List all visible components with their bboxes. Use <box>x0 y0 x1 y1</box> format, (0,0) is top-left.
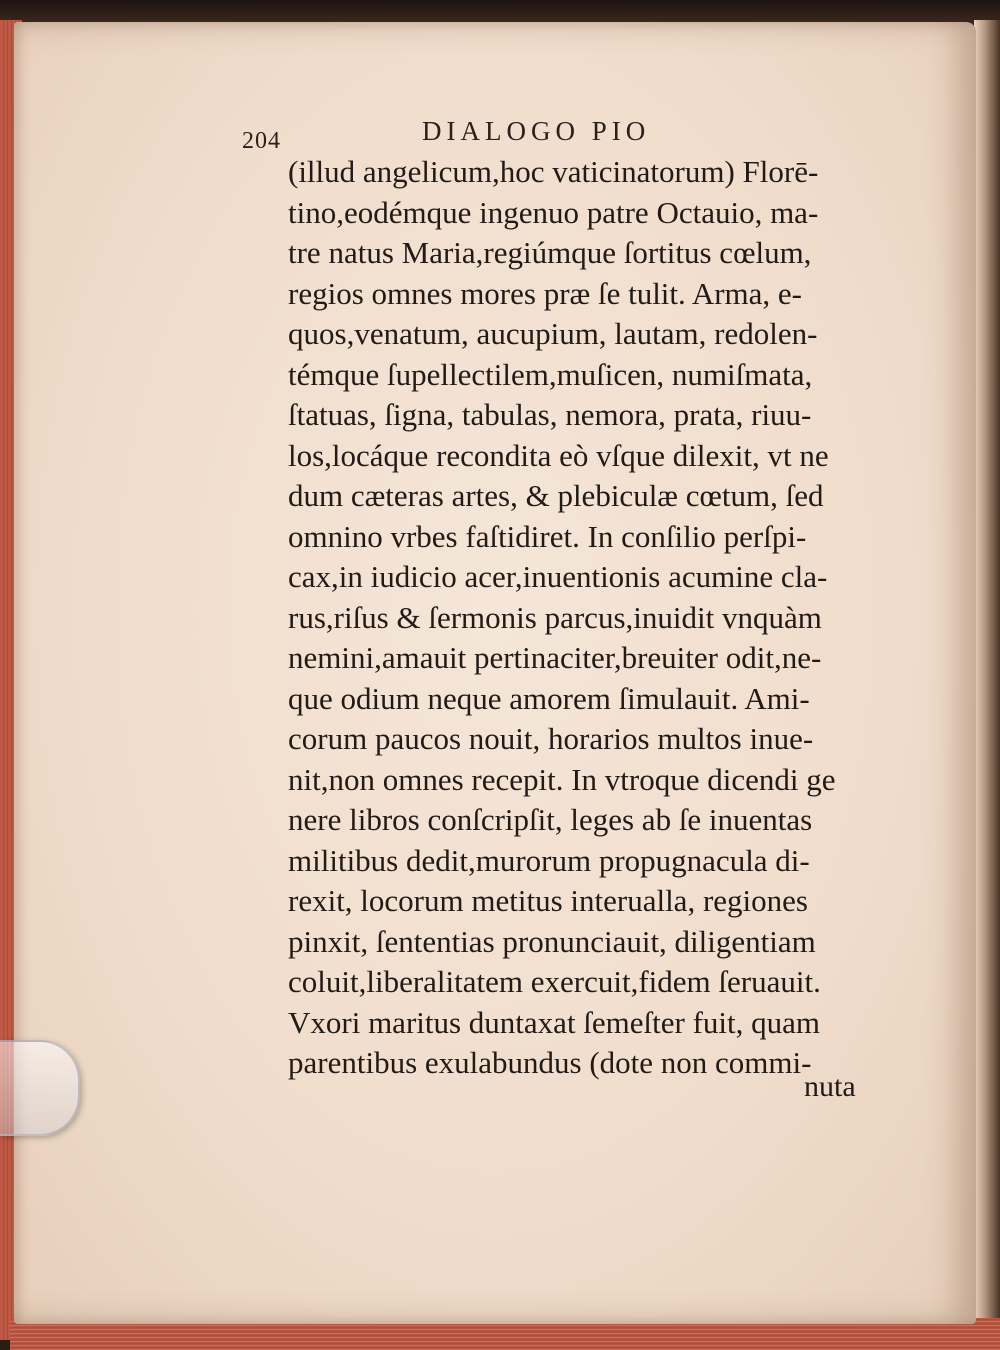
text-line: rexit, locorum metitus interualla, regiones <box>288 883 808 918</box>
text-line: ſtatuas, ſigna, tabulas, nemora, prata, riuu- <box>288 397 812 432</box>
binding-gutter <box>974 20 1000 1340</box>
body-text <box>288 152 888 1084</box>
text-line: tre natus Maria,regiúmque ſortitus cœlum, <box>288 235 812 270</box>
text-line: nemini,amauit pertinaciter,breuiter odit,ne- <box>288 640 822 675</box>
text-line: parentibus exulabundus (dote non commi- <box>288 1045 812 1080</box>
text-line: corum paucos nouit, horarios multos inue- <box>288 721 814 756</box>
text-line: militibus dedit,murorum propugnacula di- <box>288 842 810 878</box>
text-line: quos,venatum, aucupium, lautam, redolen- <box>288 316 818 351</box>
text-line: regios omnes mores præ ſe tulit. Arma, e- <box>288 275 802 311</box>
text-line: que odium neque amorem ſimulauit. Ami- <box>288 680 810 716</box>
running-title: DIALOGO PIO <box>422 116 651 146</box>
text-line: rus,riſus & ſermonis parcus,inuidit vnquàm <box>288 599 822 635</box>
text-line: nere libros conſcripſit, leges ab ſe inuentas <box>288 802 813 837</box>
text-line: (illud angelicum,hoc vaticinatorum) Florē- <box>288 154 819 189</box>
page-number: 204 <box>242 128 281 154</box>
text-line: Vxori maritus duntaxat ſemeſter fuit, quam <box>288 1004 821 1040</box>
page-clip <box>0 1040 80 1136</box>
text-line: coluit,liberalitatem exercuit,fidem ſeruauit. <box>288 964 821 999</box>
text-line: cax,in iudicio acer,inuentionis acumine cla- <box>288 559 828 594</box>
text-line: pinxit, ſententias pronunciauit, diligentiam <box>288 923 816 959</box>
text-line: tino,eodémque ingenuo patre Octauio, ma- <box>288 194 819 230</box>
text-line: los,locáque recondita eò vſque dilexit, vt ne <box>288 437 829 473</box>
text-line: dum cæteras artes, & plebiculæ cœtum, ſed <box>288 478 824 513</box>
text-line: omnino vrbes faſtidiret. In conſilio perſpi- <box>288 518 807 554</box>
text-line: nit,non omnes recepit. In vtroque dicendi ge <box>288 761 836 797</box>
catchword: nuta <box>804 1070 856 1103</box>
running-head <box>236 116 706 154</box>
text-line: témque ſupellectilem,muſicen, numiſmata, <box>288 356 813 392</box>
